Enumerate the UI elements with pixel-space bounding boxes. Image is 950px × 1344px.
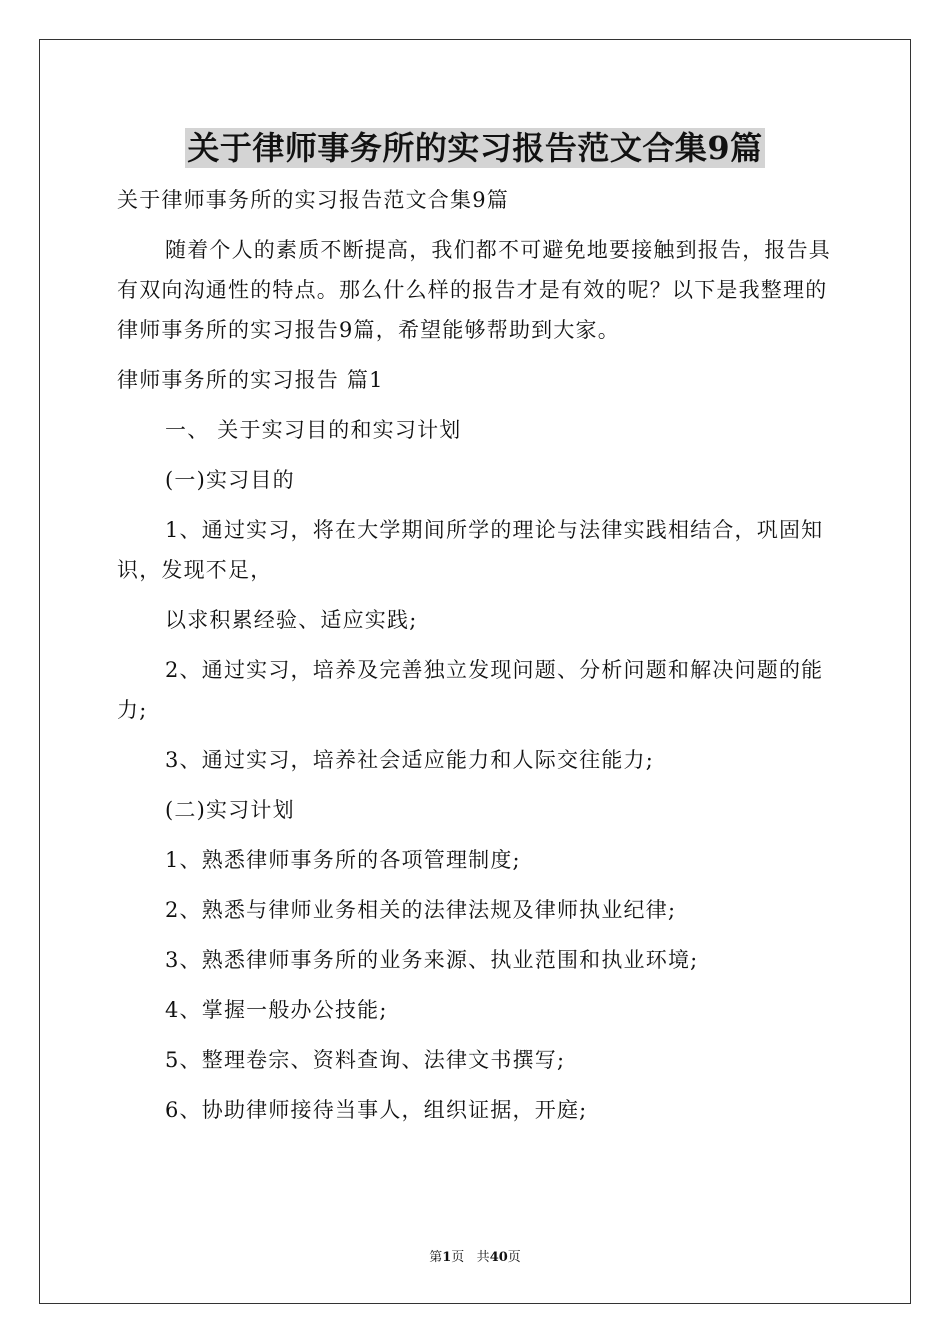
document-body (117, 180, 837, 1130)
total-prefix: 共 (476, 1250, 490, 1265)
page-footer (0, 1246, 950, 1265)
plan-item: 2、熟悉与律师业务相关的法律法规及律师执业纪律; (165, 898, 677, 922)
plan-item: 1、熟悉律师事务所的各项管理制度; (165, 848, 521, 872)
plan-item: 5、整理卷宗、资料查询、法律文书撰写; (165, 1048, 566, 1072)
purpose-item: 1、通过实习，将在大学期间所学的理论与法律实践相结合，巩固知识，发现不足， (117, 518, 824, 582)
purpose-item: 以求积累经验、适应实践; (165, 608, 418, 632)
page-prefix: 第 (429, 1250, 443, 1265)
plan-item: 6、协助律师接待当事人，组织证据，开庭; (165, 1098, 588, 1122)
purpose-heading: (一)实习目的 (165, 468, 295, 492)
part1-heading: 一、 关于实习目的和实习计划 (165, 418, 462, 442)
purpose-item: 3、通过实习，培养社会适应能力和人际交往能力; (165, 748, 655, 772)
page-number: 1 (442, 1250, 452, 1265)
intro-paragraph: 随着个人的素质不断提高，我们都不可避免地要接触到报告，报告具有双向沟通性的特点。那么什么样的报告才是有效的呢？以下是我整理的律师事务所的实习报告9篇，希望能够帮助到大家。 (117, 238, 831, 342)
document-title: 关于律师事务所的实习报告范文合集9篇 (187, 129, 763, 167)
plan-heading: (二)实习计划 (165, 798, 295, 822)
title-area (0, 128, 950, 168)
plan-item: 3、熟悉律师事务所的业务来源、执业范围和执业环境; (165, 948, 699, 972)
total-pages: 40 (489, 1250, 508, 1265)
document-subtitle: 关于律师事务所的实习报告范文合集9篇 (117, 188, 509, 212)
total-suffix: 页 (507, 1250, 521, 1265)
plan-item: 4、掌握一般办公技能; (165, 998, 388, 1022)
page-suffix: 页 (451, 1250, 465, 1265)
purpose-item: 2、通过实习，培养及完善独立发现问题、分析问题和解决问题的能力; (117, 658, 824, 722)
section-heading: 律师事务所的实习报告 篇1 (117, 368, 384, 392)
